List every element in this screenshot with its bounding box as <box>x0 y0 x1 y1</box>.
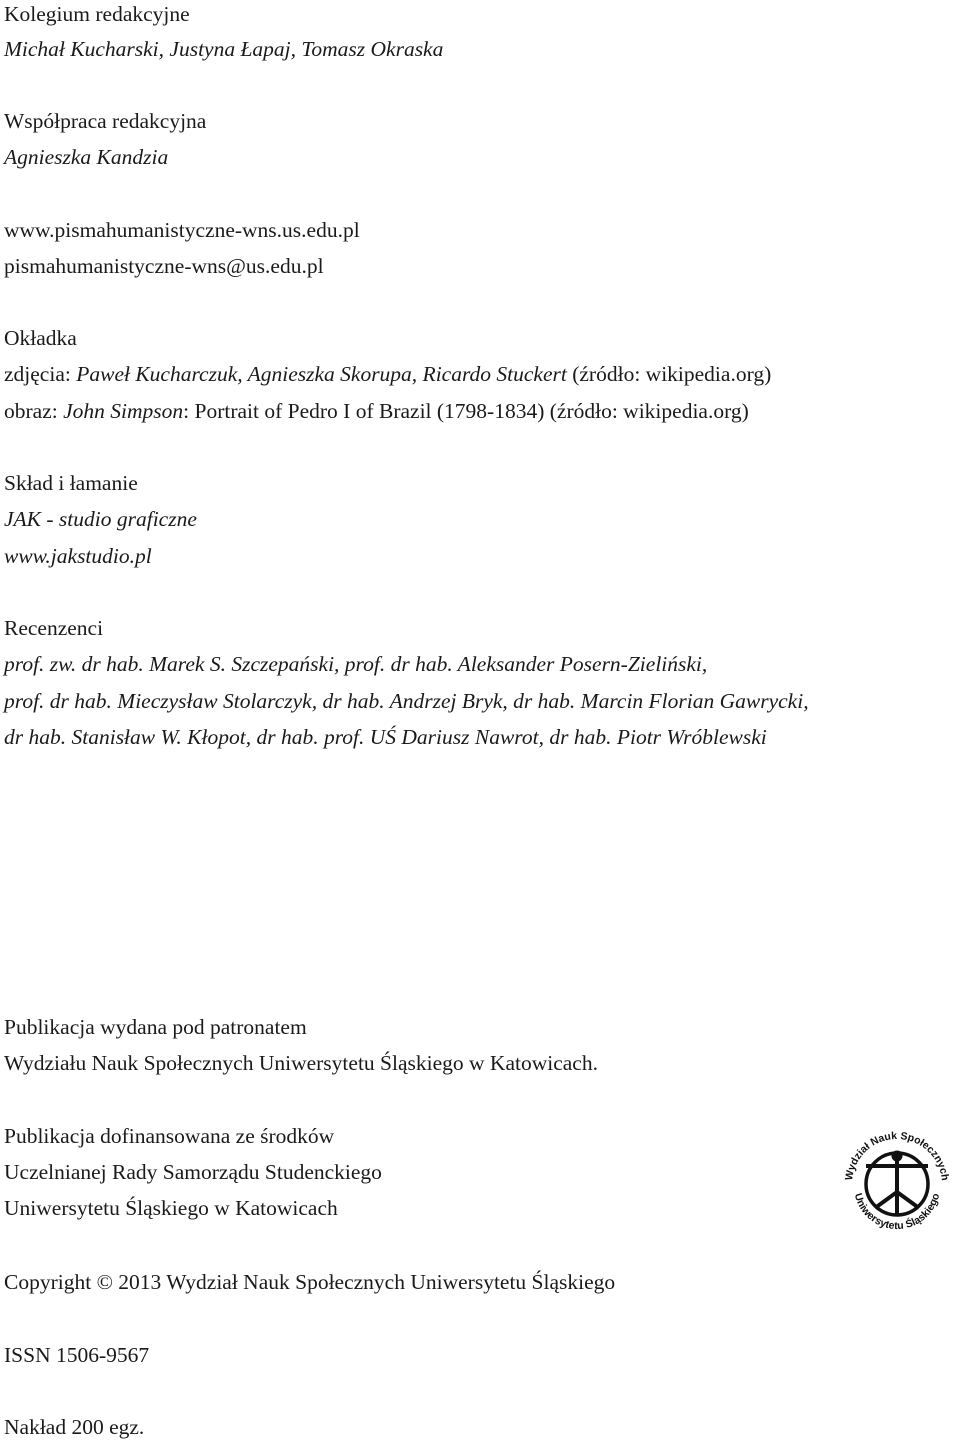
patronage-line-1: Publikacja wydana pod patronatem <box>4 1015 307 1039</box>
print-run-line: Nakład 200 egz. <box>4 1415 145 1439</box>
faculty-logo <box>836 1114 958 1244</box>
cooperation-heading: Współpraca redakcyjna <box>4 109 207 133</box>
image-prefix: obraz: <box>4 399 64 423</box>
cover-image-line <box>4 401 749 423</box>
funding-line-1: Publikacja dofinansowana ze środków <box>4 1124 335 1148</box>
editorial-board-names: Michał Kucharski, Justyna Łapaj, Tomasz Okraska <box>4 37 444 61</box>
typesetting-studio: JAK - studio graficzne <box>4 507 197 531</box>
reviewers-line-2: prof. dr hab. Mieczysław Stolarczyk, dr hab. Andrzej Bryk, dr hab. Marcin Florian Gawrycki, <box>4 689 809 713</box>
copyright-line: Copyright © 2013 Wydział Nauk Społecznych Uniwersytetu Śląskiego <box>4 1270 616 1294</box>
funding-line-2: Uczelnianej Rady Samorządu Studenckiego <box>4 1160 382 1184</box>
cover-heading: Okładka <box>4 326 77 350</box>
image-rest: : Portrait of Pedro I of Brazil (1798-1834) (źródło: wikipedia.org) <box>183 399 749 423</box>
photos-authors: Paweł Kucharczuk, Agnieszka Skorupa, Ricardo Stuckert <box>76 362 567 386</box>
logo-text-top: Wydział Nauk Społecznych <box>842 1129 951 1182</box>
typesetting-website[interactable]: www.jakstudio.pl <box>4 544 152 568</box>
reviewers-line-1: prof. zw. dr hab. Marek S. Szczepański, prof. dr hab. Aleksander Posern-Zieliński, <box>4 652 708 676</box>
email-link[interactable]: pismahumanistyczne-wns@us.edu.pl <box>4 254 324 278</box>
website-link[interactable]: www.pismahumanistyczne-wns.us.edu.pl <box>4 218 360 242</box>
photos-source: (źródło: wikipedia.org) <box>566 362 772 386</box>
image-author: John Simpson <box>63 399 184 423</box>
issn-line: ISSN 1506-9567 <box>4 1343 150 1367</box>
photos-prefix: zdjęcia: <box>4 362 77 386</box>
cover-photos-line <box>4 364 771 386</box>
editorial-board-heading: Kolegium redakcyjne <box>4 2 190 26</box>
typesetting-heading: Skład i łamanie <box>4 471 138 495</box>
cooperation-names: Agnieszka Kandzia <box>4 145 169 169</box>
reviewers-line-3: dr hab. Stanisław W. Kłopot, dr hab. prof. UŚ Dariusz Nawrot, dr hab. Piotr Wróblewski <box>4 725 767 749</box>
logo-text-bottom: Uniwersytetu Śląskiego <box>851 1191 943 1233</box>
patronage-line-2: Wydziału Nauk Społecznych Uniwersytetu Śląskiego w Katowicach. <box>4 1051 598 1075</box>
funding-line-3: Uniwersytetu Śląskiego w Katowicach <box>4 1196 338 1220</box>
vitruvian-figure-icon <box>836 1114 958 1244</box>
reviewers-heading: Recenzenci <box>4 616 104 640</box>
